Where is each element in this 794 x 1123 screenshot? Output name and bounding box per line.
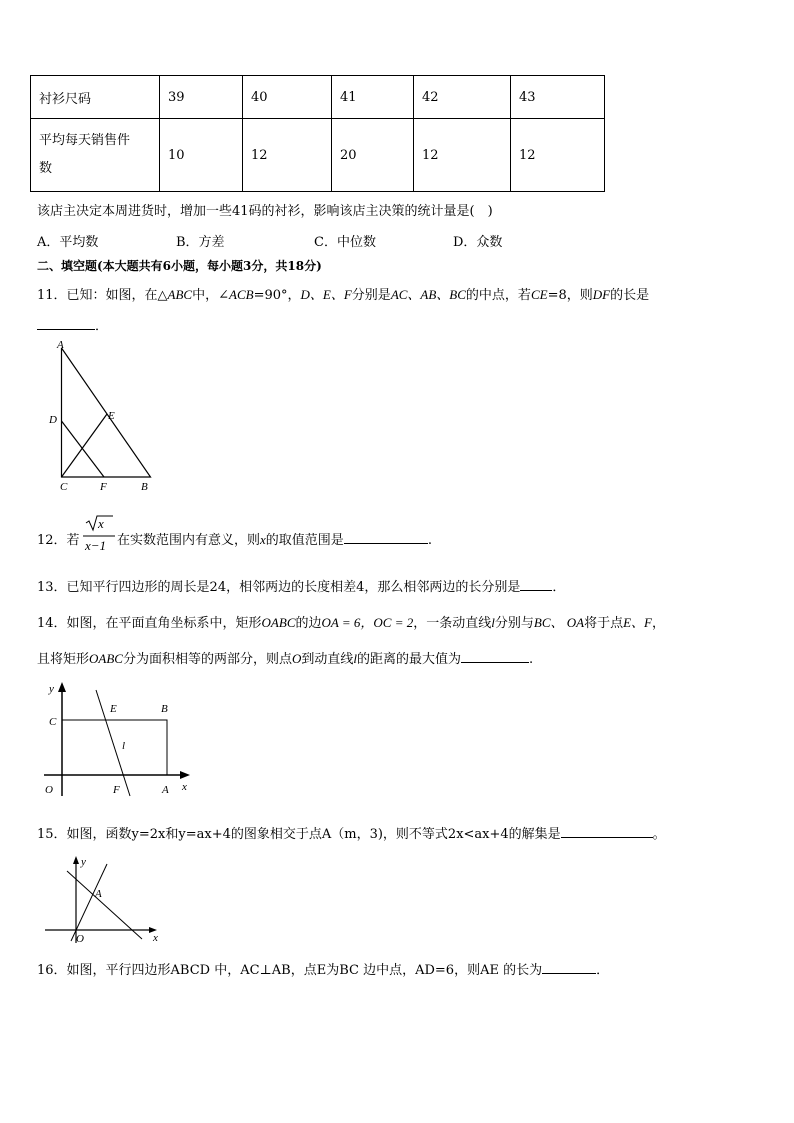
q14-o: O — [291, 651, 302, 666]
segment-ce — [62, 414, 108, 477]
answer-blank[interactable] — [461, 662, 529, 663]
q12-prefix: 12．若 — [37, 533, 80, 548]
q14-line1 — [37, 612, 665, 631]
q14-line1-d: 分别与 — [494, 616, 534, 631]
q13-end: ． — [552, 580, 566, 595]
answer-blank[interactable] — [344, 543, 428, 544]
label-a: A — [57, 339, 64, 351]
q11-df: DF — [592, 287, 611, 302]
q16-text — [37, 959, 609, 978]
q14-l: l — [353, 651, 358, 666]
table-row — [31, 76, 605, 119]
q11-text-d: 分别是 — [351, 288, 391, 303]
line-y-ax-4 — [67, 871, 142, 939]
q14-line2-c: 到动直线 — [301, 652, 354, 667]
q14-oa-oc: OA = 6，OC = 2 — [321, 615, 414, 630]
q16-end: ． — [596, 963, 610, 978]
y-axis-arrow-icon — [73, 856, 79, 864]
q12-numerator: x — [98, 516, 104, 531]
q14-l: l — [491, 615, 495, 630]
q16-stem: 16．如图，平行四边形ABCD 中，AC⊥AB，点E为BC 边中点，AD=6，则AE 的长为 — [37, 963, 543, 978]
q14-end: . — [529, 652, 534, 667]
q14-oabc: OABC — [89, 651, 123, 666]
answer-blank[interactable] — [561, 837, 653, 838]
label-b: B — [161, 703, 168, 715]
table-cell: 40 — [243, 76, 332, 119]
q11-text-g: 的长是 — [610, 288, 650, 303]
label-a: A — [95, 888, 102, 900]
q12-denominator: x−1 — [85, 538, 107, 553]
q14-oabc: OABC — [261, 615, 296, 630]
q12-var: x — [260, 532, 266, 547]
label-e: E — [110, 703, 117, 715]
q13-stem: 13．已知平行四边形的周长是24，相邻两边的长度相差4，那么相邻两边的长分别是 — [37, 580, 521, 595]
q13-text — [37, 576, 565, 595]
q15-text — [37, 823, 666, 842]
q11-text-c: =90°， — [253, 288, 301, 303]
q14-line2-d: 的距离的最大值为 — [357, 652, 462, 667]
table-row-label: 衬衫尺码 — [31, 76, 160, 119]
q11-text-b: 中，∠ — [192, 288, 230, 303]
table-cell: 12 — [243, 119, 332, 192]
label-y: y — [81, 856, 86, 868]
answer-blank[interactable] — [37, 329, 95, 330]
table-cell: 43 — [511, 76, 605, 119]
table-cell: 12 — [414, 119, 511, 192]
label-d: D — [49, 414, 57, 426]
triangle-figure — [44, 338, 159, 493]
x-axis-arrow-icon — [180, 771, 190, 779]
label-o: O — [45, 784, 53, 796]
label-a: A — [162, 784, 169, 796]
label-x: x — [182, 781, 187, 793]
q11-text — [37, 284, 649, 303]
q12-text-b: 的取值范围是 — [265, 533, 344, 548]
q14-line1-e: 将于点 — [584, 616, 624, 631]
table-row-label-line1: 平均每天销售件 — [39, 133, 131, 148]
rectangle-coordinate-figure — [40, 678, 200, 800]
q11-sides: AC、AB、BC — [390, 287, 466, 302]
table-cell: 42 — [414, 76, 511, 119]
label-c: C — [49, 716, 57, 728]
label-y: y — [49, 683, 54, 695]
q14-bc-oa: BC、 OA — [533, 615, 585, 630]
q11-ce: CE — [530, 287, 548, 302]
q10-option-d: D．众数 — [453, 235, 503, 250]
shirt-size-table — [30, 75, 605, 192]
q14-line1-c: ，一条动直线 — [413, 616, 492, 631]
q10-stem: 该店主决定本周进货时，增加一些41码的衬衫，影响该店主决策的统计量是( ) — [37, 204, 493, 219]
table-row-label — [31, 119, 160, 192]
table-cell: 20 — [332, 119, 414, 192]
table-cell: 41 — [332, 76, 414, 119]
q14-line1-a: 14．如图，在平面直角坐标系中，矩形 — [37, 616, 262, 631]
label-f: F — [113, 784, 120, 796]
table-cell: 39 — [160, 76, 243, 119]
q11-end: ． — [95, 319, 109, 334]
q11-acb: ACB — [229, 287, 254, 302]
q14-line2-a: 且将矩形 — [37, 652, 90, 667]
q15-stem: 15．如图，函数y=2x和y=ax+4的图象相交于点A（m，3)，则不等式2x<ax+4的解集是 — [37, 827, 561, 842]
q12-fraction — [83, 514, 115, 558]
q12-text — [117, 529, 432, 548]
q11-abc: ABC — [167, 287, 193, 302]
table-cell: 10 — [160, 119, 243, 192]
label-f: F — [100, 481, 107, 493]
q11-text-f: =8，则 — [547, 288, 593, 303]
table-cell: 12 — [511, 119, 605, 192]
answer-blank[interactable] — [542, 973, 596, 974]
label-c: C — [60, 481, 68, 493]
answer-blank[interactable] — [520, 590, 552, 591]
q14-ef: E、F — [623, 615, 652, 630]
label-o: O — [76, 933, 84, 945]
table-row — [31, 119, 605, 192]
q14-line1-f: ， — [651, 616, 665, 631]
q12-end: . — [427, 533, 432, 548]
q11-text-e: 的中点，若 — [465, 288, 531, 303]
label-b: B — [141, 481, 148, 493]
q14-line2-b: 分为面积相等的两部分，则点 — [122, 652, 292, 667]
q11-answer — [37, 315, 108, 334]
table-row-label-line2: 数 — [39, 161, 53, 176]
q11-def: D、E、F — [300, 287, 352, 302]
label-e: E — [108, 410, 115, 422]
q14-line2 — [37, 648, 533, 667]
q15-end: 。 — [652, 827, 666, 842]
section-title: 二、填空题(本大题共有6小题，每小题3分，共18分) — [37, 259, 322, 273]
linear-functions-figure — [40, 853, 170, 945]
q10-option-b: B．方差 — [176, 235, 225, 250]
q10-option-c: C．中位数 — [314, 235, 376, 250]
q11-num: 11． — [37, 288, 67, 303]
q10-option-a: A．平均数 — [37, 235, 99, 250]
q14-line1-b: 的边 — [295, 616, 322, 631]
label-l: l — [122, 740, 126, 752]
y-axis-arrow-icon — [58, 682, 66, 692]
q12-text-a: 在实数范围内有意义，则 — [117, 533, 261, 548]
label-x: x — [153, 932, 158, 944]
q11-text-a: 已知：如图，在△ — [66, 288, 168, 303]
